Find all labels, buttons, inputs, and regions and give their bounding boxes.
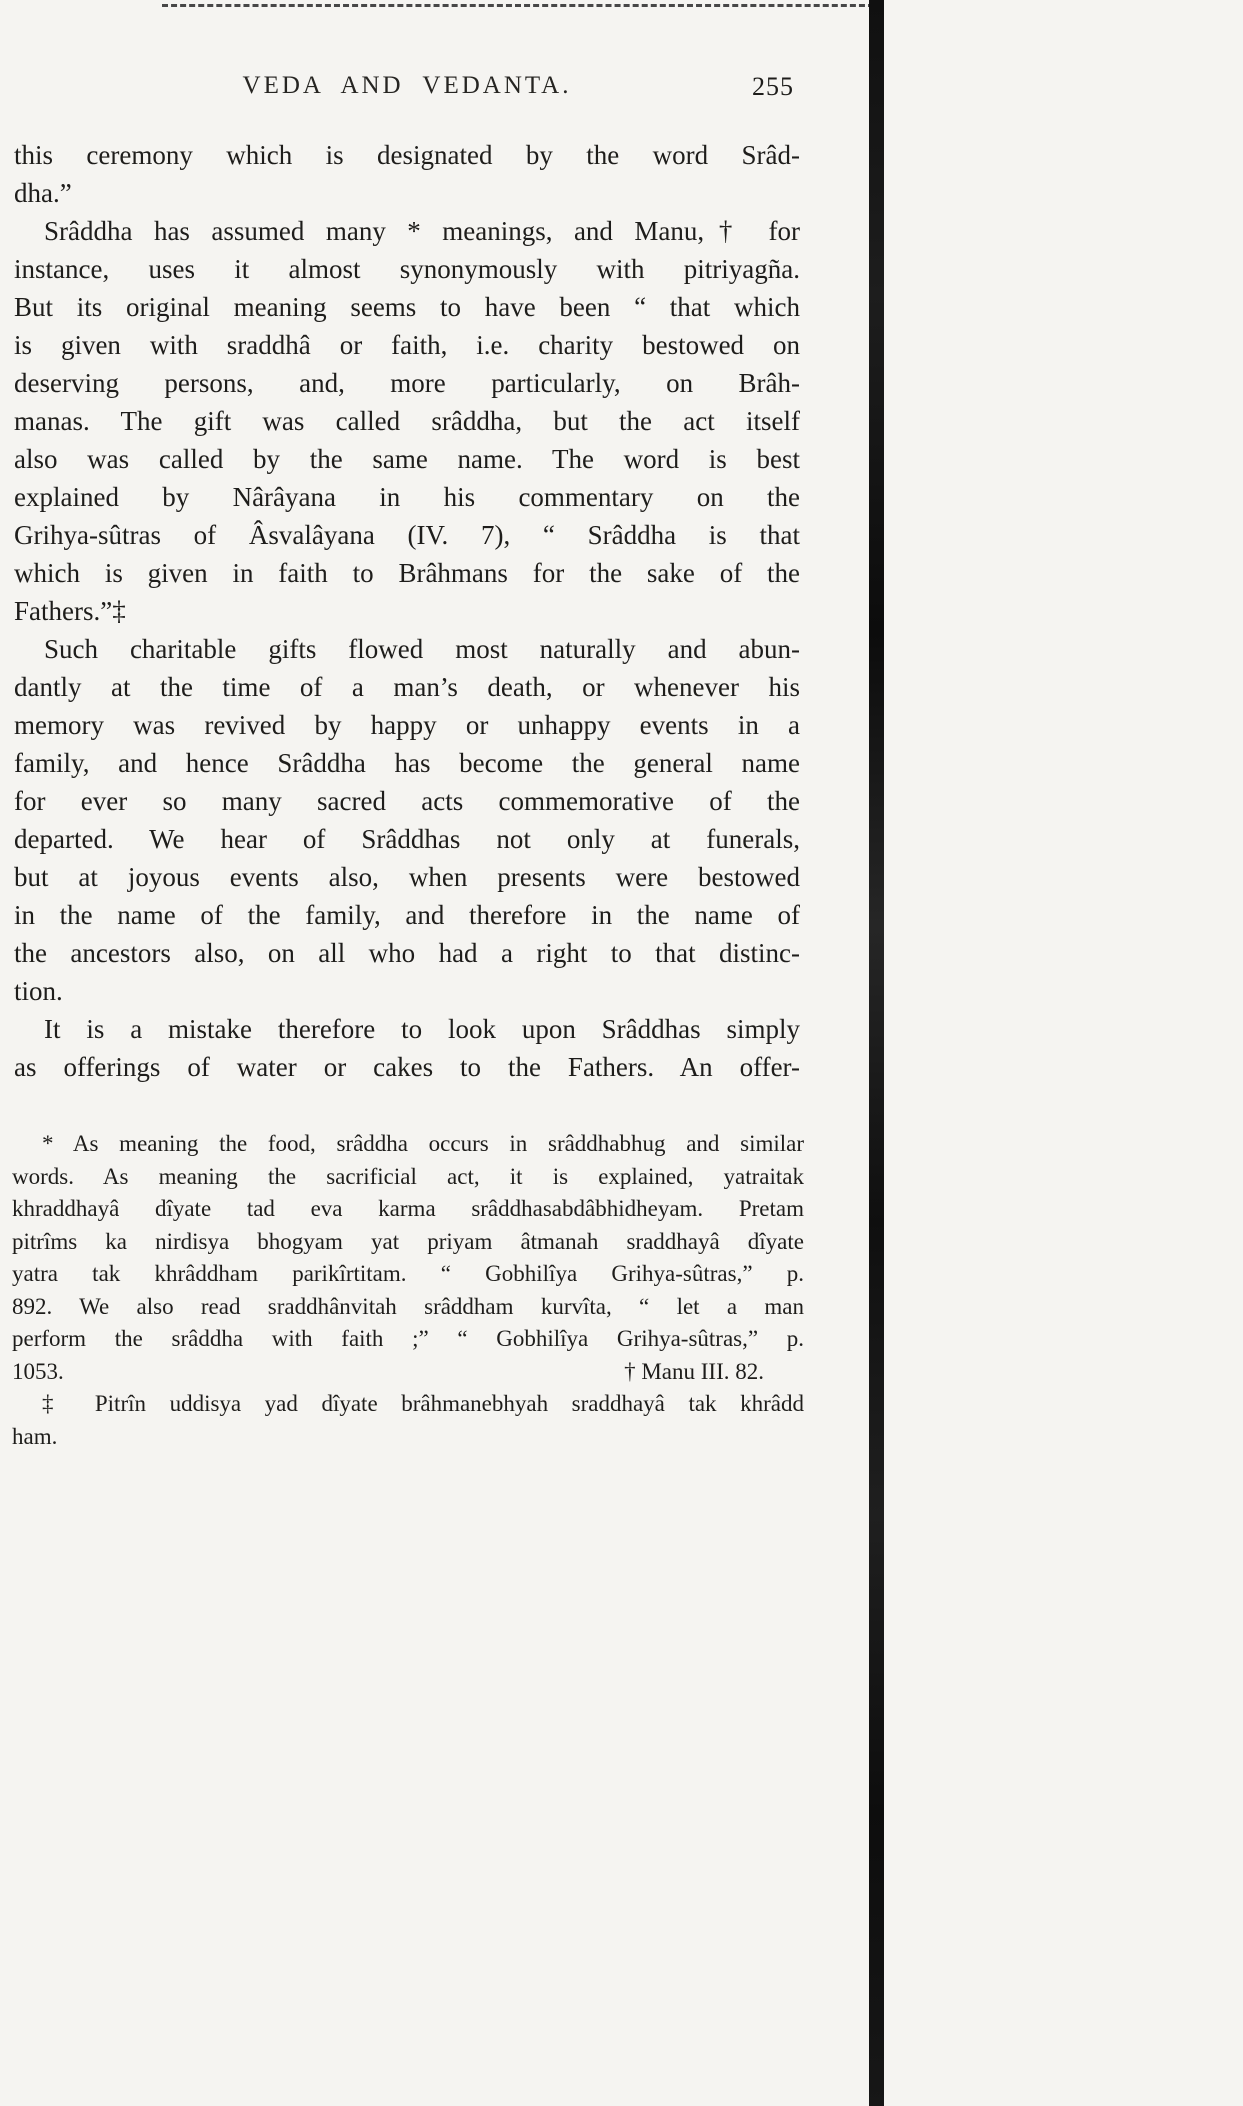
footnote-star [12, 1128, 804, 1388]
text-line: Such charitable gifts flowed most naturally and abun- [44, 634, 800, 664]
page-header [14, 72, 800, 108]
paragraph [14, 212, 800, 630]
text-line: memory was revived by happy or unhappy events in a [14, 710, 800, 740]
text-line: explained by Nârâyana in his commentary on the [14, 482, 800, 512]
text-line: Fathers.”‡ [14, 596, 126, 626]
body-text [14, 136, 800, 1086]
footnote-line: 892. We also read sraddhânvitah srâddham kurvîta, “ let a man [12, 1293, 804, 1319]
paragraph [14, 1010, 800, 1086]
text-line: But its original meaning seems to have been “ that which [14, 292, 800, 322]
footnote-dagger-ref: † Manu III. 82. [624, 1358, 764, 1384]
text-line: tion. [14, 976, 63, 1006]
footnote-double-dagger [12, 1388, 804, 1453]
footnote-page-ref: 1053. [12, 1358, 64, 1384]
page-number: 255 [752, 72, 794, 101]
footnote-line: words. As meaning the sacrificial act, it is explained, yatraitak [12, 1163, 804, 1189]
text-line: dantly at the time of a man’s death, or whenever his [14, 672, 800, 702]
text-line: deserving persons, and, more particularly, on Brâh- [14, 368, 800, 398]
footnote-line: pitrîms ka nirdisya bhogyam yat priyam âtmanah sraddhayâ dîyate [12, 1228, 804, 1254]
text-line: this ceremony which is designated by the word Srâd- [14, 140, 800, 170]
footnote-line [12, 1356, 804, 1389]
footnote-line: yatra tak khrâddham parikîrtitam. “ Gobhilîya Grihya-sûtras,” p. [12, 1261, 804, 1286]
text-line: manas. The gift was called srâddha, but the act itself [14, 406, 800, 436]
text-line: Srâddha has assumed many * meanings, and Manu,† for [44, 216, 800, 246]
footnote-line: ‡ Pitrîn uddisya yad dîyate brâhmanebhyah sraddhayâ tak khrâdd [42, 1391, 804, 1416]
paragraph [14, 630, 800, 1010]
text-line: dha.” [14, 178, 72, 208]
binding-bar [869, 0, 884, 2106]
running-head: VEDA AND VEDANTA. [242, 72, 572, 99]
text-line: Grihya-sûtras of Âsvalâyana (IV. 7), “ Srâddha is that [14, 520, 800, 550]
text-line: is given with sraddhâ or faith, i.e. charity bestowed on [14, 330, 800, 360]
footnotes [12, 1128, 804, 1453]
text-line: as offerings of water or cakes to the Fathers. An offer- [14, 1052, 800, 1082]
text-line: which is given in faith to Brâhmans for the sake of the [14, 558, 800, 588]
text-line: instance, uses it almost synonymously with pitriyagña. [14, 254, 800, 284]
page-top-edge-line [162, 4, 874, 7]
footnote-line: khraddhayâ dîyate tad eva karma srâddhasabdâbhidheyam. Pretam [12, 1196, 804, 1221]
text-line: also was called by the same name. The word is best [14, 444, 800, 474]
footnote-line: ham. [12, 1423, 58, 1449]
text-line: but at joyous events also, when presents were bestowed [14, 862, 800, 892]
paragraph [14, 136, 800, 212]
text-line: in the name of the family, and therefore in the name of [14, 900, 800, 930]
text-line: the ancestors also, on all who had a right to that distinc- [14, 938, 800, 968]
footnote-line: perform the srâddha with faith ;” “ Gobhilîya Grihya-sûtras,” p. [12, 1326, 804, 1351]
text-line: departed. We hear of Srâddhas not only at funerals, [14, 824, 800, 854]
footnote-line: * As meaning the food, srâddha occurs in srâddhabhug and similar [42, 1131, 804, 1156]
text-line: family, and hence Srâddha has become the general name [14, 748, 800, 778]
text-line: for ever so many sacred acts commemorative of the [14, 786, 800, 816]
text-line: It is a mistake therefore to look upon Srâddhas simply [44, 1014, 800, 1044]
